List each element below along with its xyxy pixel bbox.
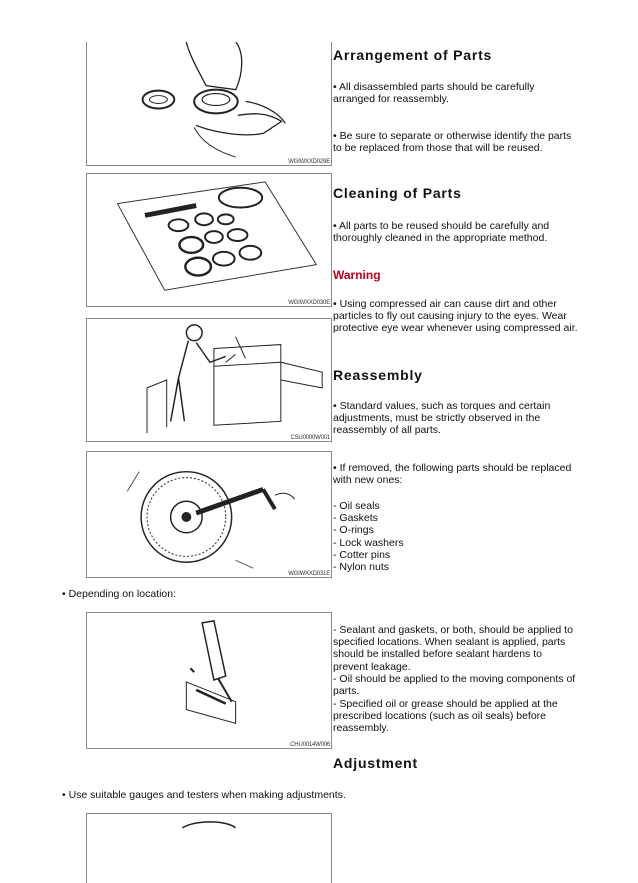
sealant-application-illustration [87,613,331,748]
figure-gear-parts [86,173,332,307]
figure-code: CSU0000W001 [290,435,330,441]
figure-arrange-parts [86,42,332,166]
gear-parts-illustration [87,174,331,306]
grease-paragraph: - Specified oil or grease should be applied at the prescribed locations (such as oil seals) before reassembly. [333,698,558,735]
cleaning-tank-illustration [87,319,331,441]
arrange-parts-illustration [87,42,331,165]
list-item: - Cotter pins [333,548,391,561]
adjustment-paragraph: • Use suitable gauges and testers when making adjustments. [62,789,346,801]
warning-paragraph: • Using compressed air can cause dirt and other particles to fly out causing injury to the eyes. Wear protective eye wear whenever using compressed air. [333,298,578,335]
warning-label: Warning [333,268,381,282]
arrangement-paragraph-2: • Be sure to separate or otherwise identify the parts to be replaced from those that will be reused. [333,130,572,155]
reassembly-paragraph-2: • If removed, the following parts should be replaced with new ones: [333,462,572,487]
replacement-parts-list [333,500,404,573]
figure-code: CHU0014W006 [290,742,330,748]
list-item: - Gaskets [333,512,378,525]
list-item: - O-rings [333,524,374,537]
oil-paragraph: - Oil should be applied to the moving components of parts. [333,673,576,698]
torque-wrench-illustration [87,452,331,577]
list-item: - Lock washers [333,536,404,549]
figure-code: WGIWXXD030E [288,300,330,306]
figure-code: WGIWXXD031E [288,571,330,577]
list-item: - Nylon nuts [333,561,390,574]
heading-cleaning-of-parts: Cleaning of Parts [333,185,462,201]
heading-adjustment: Adjustment [333,755,418,771]
reassembly-paragraph-1: • Standard values, such as torques and certain adjustments, must be strictly observed in the reassembly of all parts. [333,400,551,437]
arrangement-paragraph-1: • All disassembled parts should be carefully arranged for reassembly. [333,81,535,106]
heading-reassembly: Reassembly [333,367,423,383]
figure-sealant-application [86,612,332,749]
figure-torque-wrench [86,451,332,578]
figure-cleaning-tank [86,318,332,442]
heading-arrangement-of-parts: Arrangement of Parts [333,47,493,63]
list-item: - Oil seals [333,500,380,512]
cleaning-paragraph-1: • All parts to be reused should be carefully and thoroughly cleaned in the appropriate method. [333,220,550,245]
location-note: • Depending on location: [62,588,177,600]
sealant-paragraph: - Sealant and gaskets, or both, should be applied to specified locations. When sealant is applied, parts should be installed before sealant hardens to prevent leakage. [333,624,573,673]
figure-code: WGIWXXD029E [288,159,330,165]
